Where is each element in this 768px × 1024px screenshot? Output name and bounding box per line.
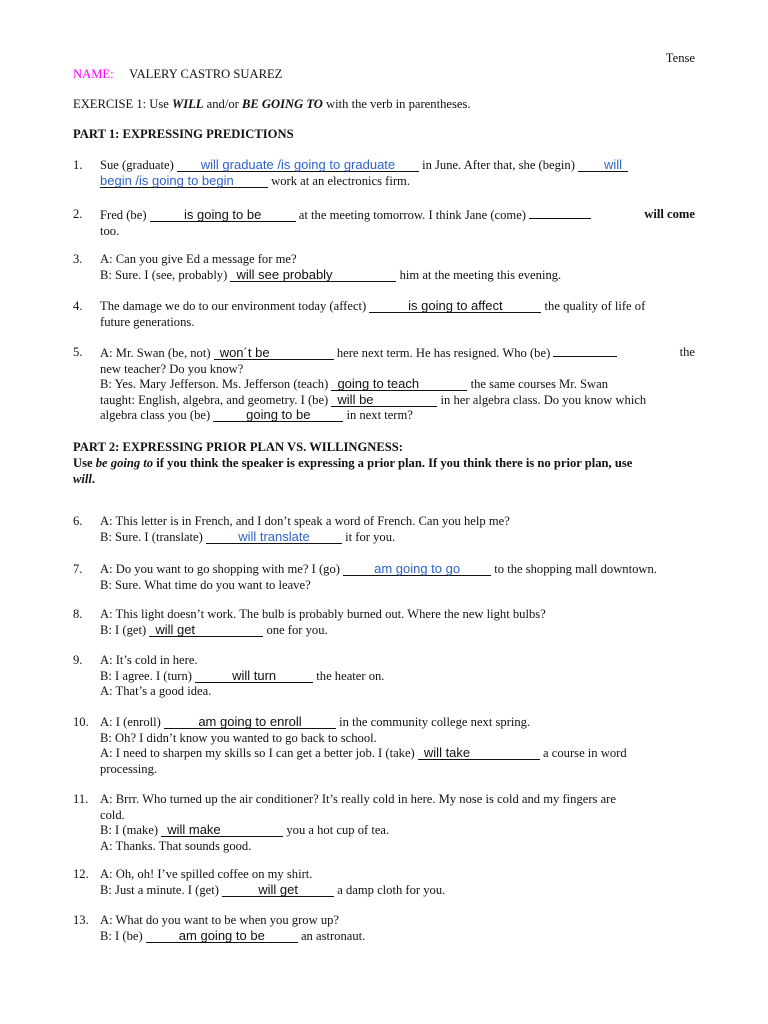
answer-blank[interactable] [553, 345, 617, 357]
question-5: 5. A: Mr. Swan (be, not) won´t be here next term. He has resigned. Who (be) the new teacher? Do you know? B: Yes. Mary Jefferson. Ms. Jefferson (teach) going to teach the same courses Mr. Swan taught: English, algebra, and geometry. I (be) will be in her algebra class. Do you know which algebra class you (be) going to be in next term? [73, 345, 695, 422]
answer-field[interactable]: will turn [195, 669, 313, 683]
question-1: 1. Sue (graduate) will graduate /is going to graduate in June. After that, she (begin) will begin /is going to begin work at an electronics firm. [73, 158, 695, 189]
answer-field[interactable]: won´t be [214, 346, 334, 360]
answer-field[interactable]: will get [222, 883, 334, 897]
question-3: 3. A: Can you give Ed a message for me? B: Sure. I (see, probably) will see probably him at the meeting this evening. [73, 252, 562, 282]
answer-field[interactable]: will graduate /is going to graduate [177, 158, 419, 172]
name-label: NAME: [73, 67, 114, 81]
answer-field[interactable]: will be [331, 393, 437, 407]
question-12: 12. A: Oh, oh! I’ve spilled coffee on my shirt. B: Just a minute. I (get) will get a damp cloth for you. [73, 867, 446, 897]
answer-field[interactable]: am going to enroll [164, 715, 336, 729]
question-9: 9. A: It’s cold in here. B: I agree. I (turn) will turn the heater on. A: That’s a good idea. [73, 653, 385, 698]
question-4: 4. The damage we do to our environment today (affect) is going to affect the quality of life of future generations. [73, 298, 646, 329]
answer-field[interactable]: will translate [206, 530, 342, 544]
student-name-line [73, 67, 282, 83]
answer-field[interactable]: will get [149, 623, 263, 637]
answer-field[interactable]: begin /is going to begin [100, 174, 268, 188]
question-7: 7. A: Do you want to go shopping with me? I (go) am going to go to the shopping mall downtown. B: Sure. What time do you want to leave? [73, 561, 657, 592]
question-8: 8. A: This light doesn’t work. The bulb is probably burned out. Where the new light bulbs? B: I (get) will get one for you. [73, 607, 546, 637]
question-13: 13. A: What do you want to be when you grow up? B: I (be) am going to be an astronaut. [73, 913, 366, 943]
question-10: 10. A: I (enroll) am going to enroll in the community college next spring. B: Oh? I didn’t know you wanted to go back to school. A: I need to sharpen my skills so I can get a better job. I (take) will take a course in word processing. [73, 714, 627, 776]
answer-field[interactable]: will take [418, 746, 540, 760]
question-6: 6. A: This letter is in French, and I don’t speak a word of French. Can you help me? B: Sure. I (translate) will translate it for you. [73, 514, 510, 544]
answer-text: will come [644, 207, 695, 221]
student-name: VALERY CASTRO SUAREZ [129, 67, 283, 81]
answer-field[interactable]: am going to go [343, 562, 491, 576]
answer-field[interactable]: is going to be [150, 208, 296, 222]
answer-blank[interactable] [529, 207, 591, 219]
question-2: 2. Fred (be) is going to be at the meeting tomorrow. I think Jane (come) will come too. [73, 207, 695, 238]
answer-field[interactable]: will make [161, 823, 283, 837]
part2-heading: PART 2: EXPRESSING PRIOR PLAN VS. WILLINGNESS: [73, 440, 403, 454]
answer-field[interactable]: going to be [213, 408, 343, 422]
question-11: 11. A: Brrr. Who turned up the air conditioner? It’s really cold in here. My nose is cold and my fingers are cold. B: I (make) will make you a hot cup of tea. A: Thanks. That sounds good. [73, 792, 616, 853]
answer-field[interactable]: will see probably [230, 268, 396, 282]
part2-instructions: Use be going to if you think the speaker is expressing a prior plan. If you think there is no prior plan, use will. [73, 456, 633, 486]
exercise-instructions: EXERCISE 1: Use WILL and/or BE GOING TO with the verb in parentheses. [73, 97, 471, 111]
answer-field[interactable]: will [578, 158, 628, 172]
answer-field[interactable]: is going to affect [369, 299, 541, 313]
answer-field[interactable]: am going to be [146, 929, 298, 943]
corner-label: Tense [665, 51, 695, 65]
answer-field[interactable]: going to teach [331, 377, 467, 391]
part1-heading: PART 1: EXPRESSING PREDICTIONS [73, 127, 294, 141]
